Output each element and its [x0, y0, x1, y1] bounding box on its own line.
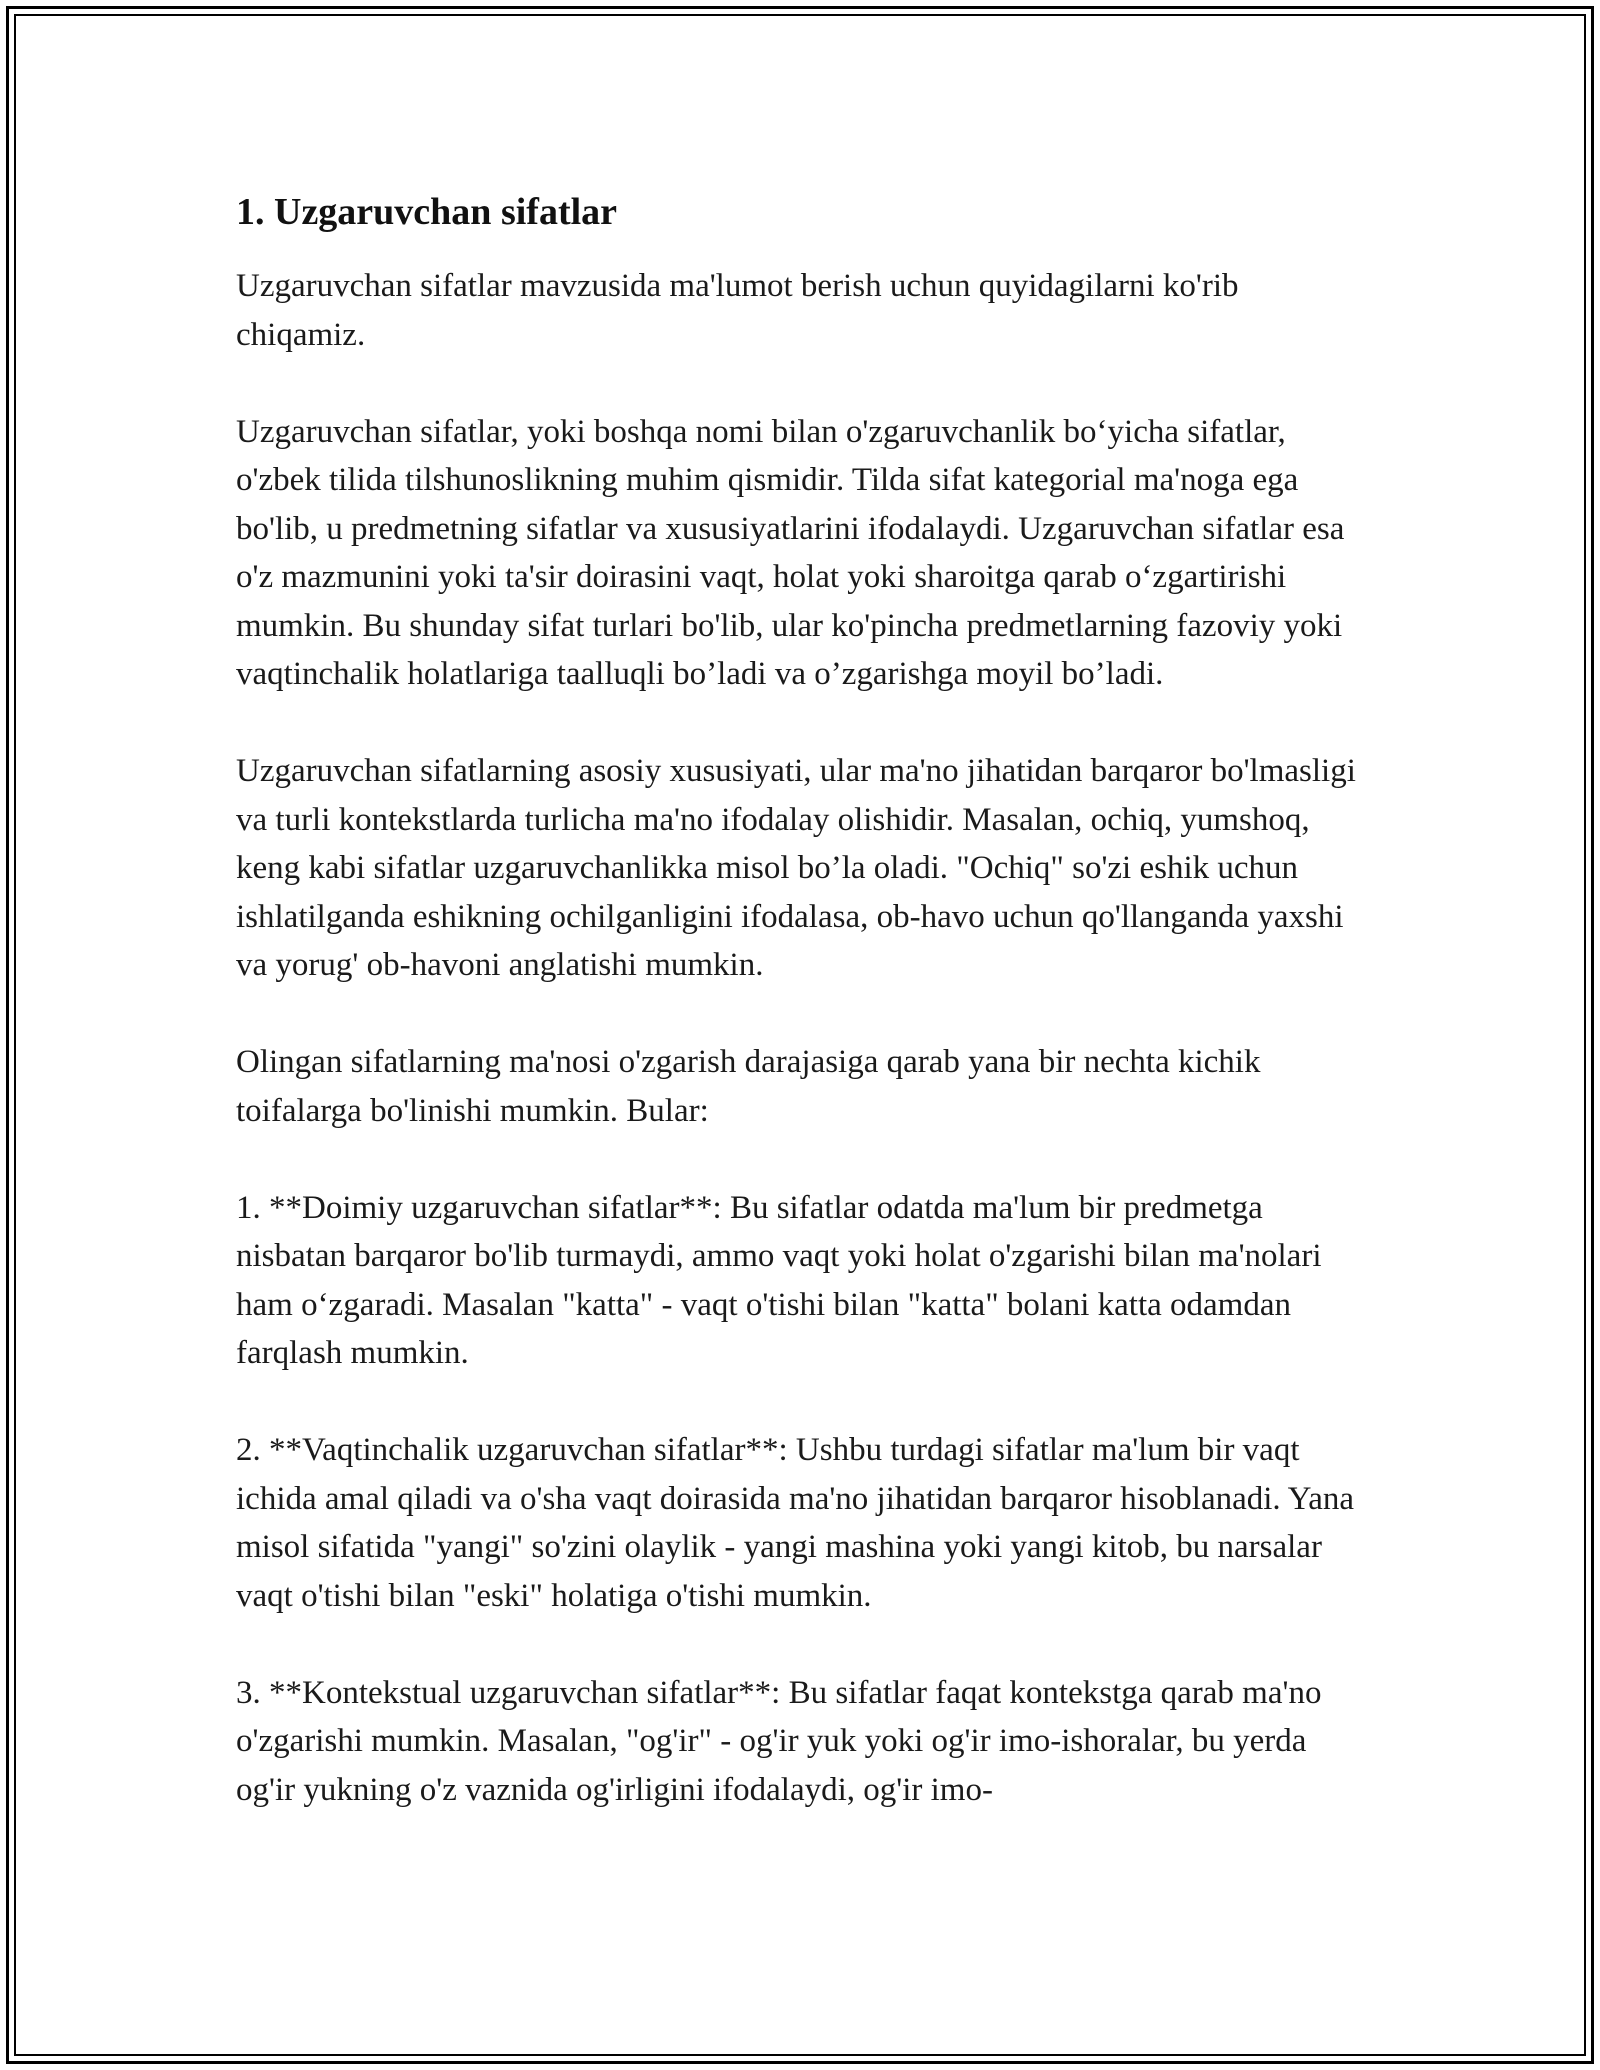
document-body [236, 188, 1366, 1863]
list-item-contextual: 3. **Kontekstual uzgaruvchan sifatlar**: Bu sifatlar faqat kontekstga qarab ma'no o'zgarishi mumkin. Masalan, "og'ir" - og'ir yuk yoki og'ir imo-ishoralar, bu yerda og'ir yukning o'z vaznida og'irligini ifodalaydi, og'ir imo- [236, 1674, 1322, 1808]
list-item-temporary: 2. **Vaqtinchalik uzgaruvchan sifatlar**: Ushbu turdagi sifatlar ma'lum bir vaqt ichida amal qiladi va o'sha vaqt doirasida ma'no jihatidan barqaror hisoblanadi. Yana misol sifatida "yangi" so'zini olaylik - yangi mashina yoki yangi kitob, bu narsalar vaqt o'tishi bilan "eski" holatiga o'tishi mumkin. [236, 1432, 1355, 1614]
paragraph-intro: Uzgaruvchan sifatlar mavzusida ma'lumot berish uchun quyidagilarni ko'rib chiqamiz. [236, 268, 1239, 353]
paragraph-subcategories: Olingan sifatlarning ma'nosi o'zgarish darajasiga qarab yana bir nechta kichik toifalarga bo'linishi mumkin. Bular: [236, 1044, 1261, 1129]
paragraph-main-feature: Uzgaruvchan sifatlarning asosiy xususiyati, ular ma'no jihatidan barqaror bo'lmasligi va turli kontekstlarda turlicha ma'no ifodalay olishidir. Masalan, ochiq, yumshoq, keng kabi sifatlar uzgaruvchanlikka misol bo’la oladi. "Ochiq" so'zi eshik uchun ishlatilganda eshikning ochilganligini ifodalasa, ob-havo uchun qo'llanganda yaxshi va yorug' ob-havoni anglatishi mumkin. [236, 753, 1356, 983]
list-item-permanent: 1. **Doimiy uzgaruvchan sifatlar**: Bu sifatlar odatda ma'lum bir predmetga nisbatan barqaror bo'lib turmaydi, ammo vaqt yoki holat o'zgarishi bilan ma'nolari ham o‘zgaradi. Masalan "katta" - vaqt o'tishi bilan "katta" bolani katta odamdan farqlash mumkin. [236, 1189, 1322, 1371]
paragraph-definition: Uzgaruvchan sifatlar, yoki boshqa nomi bilan o'zgaruvchanlik bo‘yicha sifatlar, o'zbek tilida tilshunoslikning muhim qismidir. Tilda sifat kategorial ma'noga ega bo'lib, u predmetning sifatlar va xususiyatlarini ifodalaydi. Uzgaruvchan sifatlar esa o'z mazmunini yoki ta'sir doirasini vaqt, holat yoki sharoitga qarab o‘zgartirishi mumkin. Bu shunday sifat turlari bo'lib, ular ko'pincha predmetlarning fazoviy yoki vaqtinchalik holatlariga taalluqli bo’ladi va o’zgarishga moyil bo’ladi. [236, 413, 1345, 692]
section-heading: 1. Uzgaruvchan sifatlar [236, 191, 618, 233]
